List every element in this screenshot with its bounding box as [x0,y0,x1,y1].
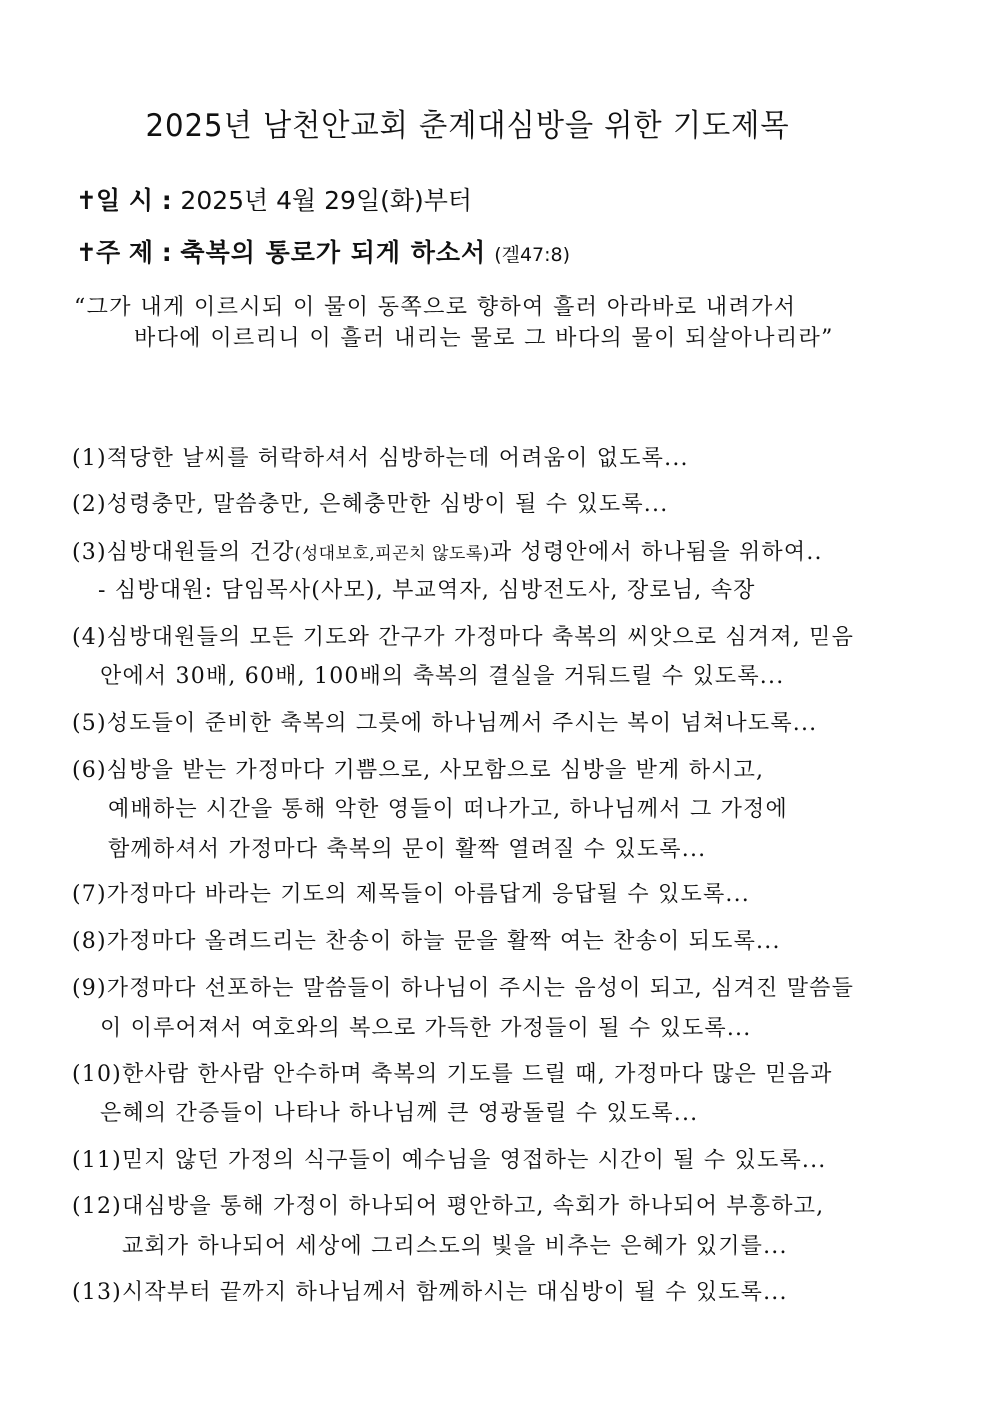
cross-icon: ✝ [76,186,97,215]
prayer-item-3-part-2: 과 성령안에서 하나됨을 위하여.. [489,540,823,565]
prayer-item-13: (13)시작부터 끝까지 하나님께서 함께하시는 대심방이 될 수 있도록... [72,1280,788,1305]
theme-line [76,233,570,269]
prayer-item-3-members: - 심방대원: 담임목사(사모), 부교역자, 심방전도사, 장로님, 속장 [98,578,756,603]
prayer-item-11: (11)믿지 않던 가정의 식구들이 예수님을 영접하는 시간이 될 수 있도록... [72,1148,827,1173]
prayer-item-6-line-2: 예배하는 시간을 통해 악한 영들이 떠나가고, 하나님께서 그 가정에 [108,797,788,822]
prayer-item-2: (2)성령충만, 말씀충만, 은혜충만한 심방이 될 수 있도록... [72,492,669,517]
prayer-item-4-line-2: 안에서 30배, 60배, 100배의 축복의 결실을 거둬드릴 수 있도록... [100,664,785,689]
prayer-item-4-line-1: (4)심방대원들의 모든 기도와 간구가 가정마다 축복의 씨앗으로 심겨져, 믿음 [72,625,855,650]
prayer-item-5: (5)성도들이 준비한 축복의 그릇에 하나님께서 주시는 복이 넘쳐나도록... [72,711,818,736]
scripture-verse-line-2: 바다에 이르리니 이 흘러 내리는 물로 그 바다의 물이 되살아나리라” [134,326,834,351]
prayer-item-9-line-2: 이 이루어져서 여호와의 복으로 가득한 가정들이 될 수 있도록... [100,1016,752,1041]
scripture-reference: (겔47:8) [494,244,571,266]
prayer-item-3 [72,535,823,566]
prayer-item-6-line-3: 함께하셔서 가정마다 축복의 문이 활짝 열려질 수 있도록... [108,837,707,862]
cross-icon: ✝ [76,238,97,267]
prayer-item-10-line-1: (10)한사람 한사람 안수하며 축복의 기도를 드릴 때, 가정마다 많은 믿음과 [72,1062,833,1087]
theme-label: 주 제 : [96,238,181,267]
prayer-item-6-line-1: (6)심방을 받는 가정마다 기쁨으로, 사모함으로 심방을 받게 하시고, [72,758,765,783]
prayer-item-12-line-2: 교회가 하나되어 세상에 그리스도의 빛을 비추는 은혜가 있기를... [122,1234,788,1259]
theme-value: 축복의 통로가 되게 하소서 [180,238,487,267]
prayer-item-1: (1)적당한 날씨를 허락하셔서 심방하는데 어려움이 없도록... [72,446,689,471]
schedule-value: 2025년 4월 29일(화)부터 [180,186,473,215]
prayer-item-10-line-2: 은혜의 간증들이 나타나 하나님께 큰 영광돌릴 수 있도록... [100,1101,699,1126]
prayer-item-3-part-1: (3)심방대원들의 건강 [72,540,295,565]
prayer-item-9-line-1: (9)가정마다 선포하는 말씀들이 하나님이 주시는 음성이 되고, 심겨진 말씀들 [72,976,855,1001]
schedule-line [76,181,472,217]
scripture-verse-line-1: “그가 내게 이르시되 이 물이 동쪽으로 향하여 흘러 아라바로 내려가서 [74,295,797,320]
schedule-label: 일 시 : [96,186,181,215]
prayer-item-7: (7)가정마다 바라는 기도의 제목들이 아름답게 응답될 수 있도록... [72,882,750,907]
prayer-item-12-line-1: (12)대심방을 통해 가정이 하나되어 평안하고, 속회가 하나되어 부흥하고, [72,1194,825,1219]
prayer-item-3-note: (성대보호,피곤치 않도록) [294,544,490,564]
page-title: 2025년 남천안교회 춘계대심방을 위한 기도제목 [145,108,790,144]
prayer-item-8: (8)가정마다 올려드리는 찬송이 하늘 문을 활짝 여는 찬송이 되도록... [72,929,781,954]
